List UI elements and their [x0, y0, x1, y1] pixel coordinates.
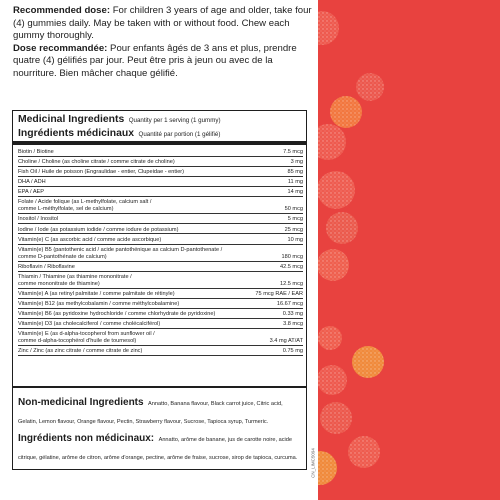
serving-size-english: Quantity per 1 serving (1 gummy): [128, 117, 221, 124]
ingredient-amount: 0.33 mg: [282, 311, 303, 318]
non-medicinal-english: [18, 392, 303, 428]
lot-code-text: CN_LIMC5094: [310, 448, 316, 478]
gummy-3: [330, 96, 362, 128]
medicinal-title-french: Ingrédients médicinaux: [18, 128, 135, 139]
ingredient-amount: 16.67 mcg: [276, 300, 303, 307]
medicinal-header-french: [18, 126, 303, 140]
ingredient-amount: 12.5 mcg: [279, 280, 303, 287]
ingredient-name: Biotin / Biotine: [18, 149, 54, 155]
non-medicinal-title-french: Ingrédients non médicinaux:: [18, 433, 155, 444]
dose-english: [13, 5, 313, 43]
dose-french-label: Dose recommandée:: [13, 42, 108, 54]
gummy-5: [318, 171, 355, 209]
ingredient-name: Vitamin(e) D3 (as cholecalciferol / comme cholécalciférol): [18, 321, 161, 328]
ingredient-amount: 7.5 mcg: [283, 149, 303, 155]
lot-code: [309, 428, 317, 498]
ingredient-row: [18, 338, 303, 346]
ingredient-amount: 25 mcg: [284, 226, 303, 233]
gummies-photo: [318, 0, 500, 500]
gummy-13: [318, 451, 337, 485]
ingredient-amount: 75 mcg RAE / EAR: [255, 290, 303, 297]
ingredient-row: [18, 206, 303, 214]
ingredient-name: Vitamin(e) B5 (pantothenic acid / acide pantothénique as calcium D-pantothenate /: [18, 246, 223, 253]
gummy-11: [320, 402, 352, 434]
ingredient-amount: 180 mcg: [281, 253, 303, 260]
ingredient-name: Choline / Choline (as choline citrate / comme citrate de choline): [18, 159, 175, 166]
ingredient-name: Fish Oil / Huile de poisson (Engraulidae - entier, Clupeidae - entier): [18, 169, 185, 176]
ingredient-name: Iodine / Iode (as potassium iodide / comme iodure de potassium): [18, 226, 179, 233]
ingredient-row: [18, 247, 303, 254]
ingredient-name: Folate / Acide folique (as L-methylfolate, calcium salt /: [18, 199, 152, 206]
gummy-1: [318, 11, 339, 45]
dose-english-text: For children 3 years of age and older, take four (4) gummies daily. May be taken with or without food. Chew each gummy thoroughly.: [13, 5, 312, 42]
ingredient-name: Inositol / Inositol: [18, 216, 59, 223]
serving-size-french: Quantité par portion (1 gélifié): [138, 131, 221, 138]
gummy-4: [318, 124, 346, 160]
dose-english-label: Recommended dose:: [13, 5, 111, 16]
recommended-dose: [13, 5, 313, 81]
ingredient-amount: 3 mg: [290, 159, 303, 166]
ingredient-name: comme D-pantothénate de calcium): [18, 253, 107, 260]
ingredient-name: Vitamin(e) A (as retinyl palmitate / comme palmitate de rétinyle): [18, 290, 175, 297]
dose-french-text: Pour enfants âgés de 3 ans et plus, prendre quatre (4) gélifiés par jour. Peut être pris à jeun ou avec de la nourriture. Bien mâcher chaque gélifié.: [13, 42, 297, 79]
non-medicinal-text-french: Annatto, arôme de banane, jus de carotte noire, acide citrique, gélatine, arôme de citron, arôme d'orange, pectine, arôme de fraise, sucrose, sirop de tapioca, curcuma.: [18, 437, 298, 461]
ingredient-amount: 3.8 mcg: [283, 321, 303, 328]
ingredient-row: [18, 281, 303, 289]
ingredients-box: [12, 110, 307, 470]
ingredient-amount: 42.5 mcg: [279, 263, 303, 270]
ingredient-name: Vitamin(e) E (as d-alpha-tocopherol from sunflower oil /: [18, 331, 155, 338]
ingredient-row: [18, 159, 303, 167]
gummy-7: [318, 249, 349, 281]
ingredient-row: [18, 348, 303, 356]
ingredient-row: [18, 254, 303, 262]
ingredient-row: [18, 169, 303, 177]
ingredient-row: [18, 274, 303, 281]
ingredient-amount: 14 mg: [287, 189, 303, 196]
ingredient-amount: 50 mcg: [284, 206, 303, 213]
ingredient-name: comme L-méthylfolate, sel de calcium): [18, 206, 114, 213]
ingredient-row: [18, 227, 303, 235]
ingredient-amount: 5 mcg: [287, 216, 303, 223]
ingredient-amount: 3.4 mg AT/AT: [269, 338, 303, 345]
section-rule: [13, 386, 306, 388]
ingredient-row: [18, 237, 303, 245]
ingredient-amount: 0.75 mg: [282, 348, 303, 355]
medicinal-header: [18, 112, 303, 140]
medicinal-title-english: Medicinal Ingredients: [18, 114, 125, 125]
ingredient-row: [18, 291, 303, 299]
gummy-9: [352, 346, 384, 378]
ingredient-row: [18, 216, 303, 224]
ingredient-amount: 10 mg: [287, 236, 303, 243]
non-medicinal-french: [18, 428, 303, 464]
ingredient-name: Vitamin(e) B6 (as pyridoxine hydrochloride / comme chlorhydrate de pyridoxine): [18, 311, 216, 318]
ingredient-row: [18, 301, 303, 309]
ingredient-name: Vitamin(e) B12 (as methylcobalamin / comme méthylcobalamine): [18, 300, 180, 307]
ingredient-name: Riboflavin / Riboflavine: [18, 263, 75, 270]
gummy-2: [356, 73, 384, 101]
ingredient-row: [18, 331, 303, 338]
header-rule: [13, 141, 306, 145]
ingredient-amount: 11 mg: [287, 179, 303, 186]
ingredient-name: comme mononitrate de thiamine): [18, 280, 100, 287]
ingredient-name: Zinc / Zinc (as zinc citrate / comme citrate de zinc): [18, 348, 143, 355]
ingredient-row: [18, 149, 303, 157]
ingredient-row: [18, 199, 303, 206]
ingredient-name: EPA / AEP: [18, 189, 45, 196]
ingredient-row: [18, 321, 303, 329]
ingredient-row: [18, 179, 303, 187]
ingredient-row: [18, 189, 303, 197]
gummy-12: [348, 436, 380, 468]
ingredient-amount: 85 mg: [287, 169, 303, 176]
gummy-10: [318, 365, 347, 395]
dose-french: [13, 43, 313, 81]
ingredient-name: comme d-alpha-tocophérol d'huile de tournesol): [18, 338, 137, 345]
gummies-illustration: [318, 0, 500, 500]
ingredient-name: DHA / ADH: [18, 179, 46, 186]
gummy-6: [326, 212, 358, 244]
ingredient-row: [18, 264, 303, 272]
non-medicinal-text-english: Annatto, Banana flavour, Black carrot juice, Citric acid, Gelatin, Lemon flavour, Orange flavour, Pectin, Strawberry flavour, Sucrose, Tapioca syrup, Turmeric.: [18, 401, 283, 425]
non-medicinal-title-english: Non-medicinal Ingredients: [18, 397, 144, 408]
ingredient-name: Vitamin(e) C (as ascorbic acid / comme acide ascorbique): [18, 236, 162, 243]
medicinal-header-english: [18, 112, 303, 126]
ingredient-name: Thiamin / Thiamine (as thiamine mononitrate /: [18, 273, 132, 280]
gummy-8: [318, 326, 342, 350]
medicinal-ingredient-list: [18, 149, 303, 358]
ingredient-row: [18, 311, 303, 319]
